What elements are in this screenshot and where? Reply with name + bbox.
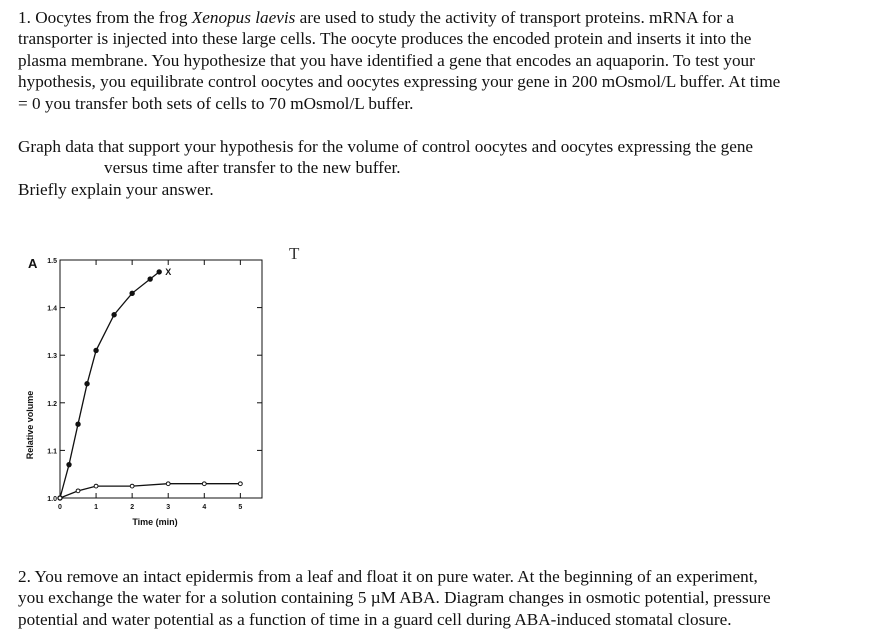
x-tick-label: 4 xyxy=(202,504,207,511)
question-2-line-3: potential and water potential as a function of time in a guard cell during ABA-induced stomatal closure. xyxy=(18,609,732,629)
x-tick-label: 5 xyxy=(238,504,243,511)
question-1-line-4: hypothesis, you equilibrate control oocytes and oocytes expressing your gene in 200 mOsmol/L buffer. At time xyxy=(18,72,781,92)
y-tick-label: 1.0 xyxy=(47,496,57,503)
question-1-line-5: = 0 you transfer both sets of cells to 70 mOsmol/L buffer. xyxy=(18,93,414,113)
series-2-point xyxy=(238,482,242,486)
question-1-line-1-end: are used to study the activity of transport proteins. mRNA for a xyxy=(295,8,735,27)
series-1-point xyxy=(76,422,80,426)
text-cursor-glyph: T xyxy=(289,244,300,263)
chart-svg xyxy=(0,245,320,545)
series-1-point xyxy=(130,291,134,295)
series-1-line xyxy=(60,272,159,498)
question-2-line-2: you exchange the water for a solution containing 5 µM ABA. Diagram changes in osmotic potential, pressure xyxy=(18,588,771,608)
series-1-point xyxy=(67,462,71,466)
series-1-point xyxy=(85,382,89,386)
question-2-line-1: 2. You remove an intact epidermis from a leaf and float it on pure water. At the beginning of an experiment, xyxy=(18,567,758,586)
volume-time-chart xyxy=(0,245,320,545)
question-1-line-1 xyxy=(18,7,864,28)
series-2-point xyxy=(166,482,170,486)
series-2-point xyxy=(76,489,80,493)
graph-prompt xyxy=(18,136,864,200)
question-1-line-1-start: 1. Oocytes from the frog xyxy=(18,8,192,27)
axis-ticks xyxy=(47,258,262,511)
x-axis-label: Time (min) xyxy=(132,517,178,527)
x-tick-label: 3 xyxy=(166,504,171,511)
y-tick-label: 1.2 xyxy=(47,400,57,408)
y-tick-label: 1.4 xyxy=(47,305,57,313)
series-2-point xyxy=(58,496,62,500)
question-1-line-3: plasma membrane. You hypothesize that you have identified a gene that encodes an aquaporin. To test your xyxy=(18,50,755,70)
series-2-point xyxy=(202,482,206,486)
series-end-annotation: X xyxy=(165,266,172,277)
panel-label: A xyxy=(28,256,38,271)
series-2-point xyxy=(94,484,98,488)
x-tick-label: 0 xyxy=(58,504,62,511)
prompt-line-3: Briefly explain your answer. xyxy=(18,179,214,199)
y-tick-label: 1.5 xyxy=(47,258,57,265)
question-2-text xyxy=(18,566,864,630)
y-tick-label: 1.3 xyxy=(47,353,57,361)
series-2-line xyxy=(60,484,240,498)
plot-frame xyxy=(60,260,262,498)
series-1-point xyxy=(94,348,98,352)
series-2-point xyxy=(130,484,134,488)
series-1-point xyxy=(112,313,116,317)
series-1-point xyxy=(157,270,161,274)
x-tick-label: 2 xyxy=(130,504,135,511)
series-1-point xyxy=(148,277,152,281)
species-name: Xenopus laevis xyxy=(191,8,296,27)
question-1-line-2: transporter is injected into these large cells. The oocyte produces the encoded protein and inserts it into the xyxy=(18,29,752,49)
prompt-line-2: versus time after transfer to the new buffer. xyxy=(104,158,401,178)
x-tick-label: 1 xyxy=(94,504,99,511)
y-axis-label: Relative volume xyxy=(25,390,35,460)
y-tick-label: 1.1 xyxy=(47,448,57,456)
prompt-line-1: Graph data that support your hypothesis for the volume of control oocytes and oocytes expressing the gene xyxy=(18,137,754,156)
question-1-text xyxy=(18,7,864,114)
data-series xyxy=(58,270,242,501)
